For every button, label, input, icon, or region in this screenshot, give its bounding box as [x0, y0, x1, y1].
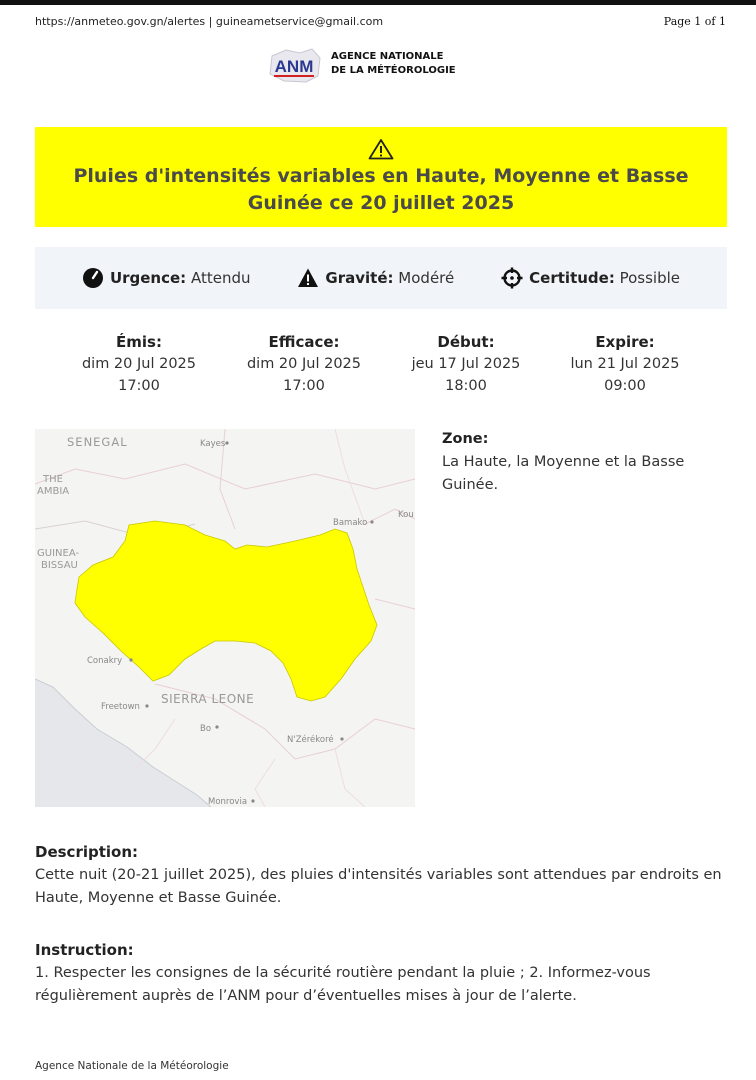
- zone-value: La Haute, la Moyenne et la Basse Guinée.: [442, 454, 685, 493]
- header-url-line[interactable]: https://anmeteo.gov.gn/alertes | guineametservice@gmail.com: [35, 15, 384, 28]
- onset-date: [396, 331, 536, 397]
- issued-label: Émis:: [116, 333, 162, 351]
- warning-triangle-icon: [368, 138, 394, 160]
- agency-name: [331, 50, 456, 78]
- certainty-label: Certitude:: [529, 269, 615, 287]
- instruction-section: [35, 939, 725, 1008]
- map-label-monrovia: Monrovia: [208, 797, 248, 807]
- logo-initials: ANM: [274, 57, 314, 76]
- map-label-bissau: BISSAU: [41, 560, 78, 571]
- description-text: Cette nuit (20-21 juillet 2025), des pluies d'intensités variables sont attendues par endroits en Haute, Moyenne et Basse Guinée.: [35, 867, 722, 906]
- anm-logo: [266, 46, 322, 84]
- alert-banner: [35, 127, 727, 227]
- issued-day: dim 20 Jul 2025: [81, 356, 197, 372]
- expires-date: [555, 331, 695, 397]
- certainty-value: Possible: [619, 269, 681, 287]
- severity-value: Modéré: [398, 269, 455, 287]
- footer-text: Agence Nationale de la Météorologie: [35, 1060, 229, 1072]
- alert-meta-bar: [35, 247, 727, 309]
- instruction-label: Instruction:: [35, 941, 134, 959]
- map-label-kayes: Kayes: [200, 439, 226, 449]
- zone-section: [442, 428, 732, 497]
- zone-label: Zone:: [442, 431, 489, 447]
- onset-day: jeu 17 Jul 2025: [411, 356, 521, 372]
- onset-time: 18:00: [445, 378, 487, 394]
- alert-title: Pluies d'intensités variables en Haute, Moyenne et Basse Guinée ce 20 juillet 2025: [73, 165, 689, 214]
- issued-time: 17:00: [118, 378, 160, 394]
- map-label-bo: Bo: [200, 724, 212, 734]
- urgency-label: Urgence:: [109, 269, 187, 287]
- description-label: Description:: [35, 843, 139, 861]
- urgency-value: Attendu: [190, 269, 251, 287]
- map-label-kou: Kou: [398, 510, 414, 520]
- map-label-guinea: GUINEA-: [37, 548, 80, 559]
- map-label-the: THE: [43, 474, 63, 485]
- warning-icon: [297, 267, 319, 289]
- stopwatch-icon: [82, 267, 104, 289]
- page-indicator: Page 1 of 1: [663, 15, 726, 28]
- map-canvas: [35, 429, 415, 807]
- top-border: [0, 0, 756, 5]
- agency-name-line1: AGENCE NATIONALE: [331, 51, 444, 62]
- agency-name-line2: DE LA MÉTÉOROLOGIE: [331, 65, 456, 76]
- map-label-nzerekore: N'Zérékoré: [287, 735, 334, 745]
- map-label-gambia: AMBIA: [37, 486, 70, 497]
- expires-day: lun 21 Jul 2025: [570, 356, 680, 372]
- map-label-freetown: Freetown: [101, 702, 140, 712]
- alert-zone-map: [35, 429, 415, 807]
- expires-time: 09:00: [604, 378, 646, 394]
- issued-date: [69, 331, 209, 397]
- urgency-item: [82, 267, 251, 289]
- crosshair-icon: [501, 267, 523, 289]
- description-section: [35, 841, 725, 910]
- map-label-bamako: Bamako: [333, 518, 368, 528]
- severity-label: Gravité:: [325, 269, 394, 287]
- effective-date: [234, 331, 374, 397]
- effective-day: dim 20 Jul 2025: [246, 356, 362, 372]
- certainty-item: [501, 267, 680, 289]
- effective-label: Efficace:: [268, 333, 340, 351]
- effective-time: 17:00: [283, 378, 325, 394]
- severity-item: [297, 267, 454, 289]
- onset-label: Début:: [437, 333, 495, 351]
- map-label-senegal: SENEGAL: [67, 435, 128, 449]
- map-label-conakry: Conakry: [87, 656, 123, 666]
- instruction-text: 1. Respecter les consignes de la sécurité routière pendant la pluie ; 2. Informez-vous régulièrement auprès de l’ANM pour d’éventuelles mises à jour de l’alerte.: [35, 965, 651, 1004]
- map-label-sierra-leone: SIERRA LEONE: [161, 692, 255, 706]
- expires-label: Expire:: [595, 333, 655, 351]
